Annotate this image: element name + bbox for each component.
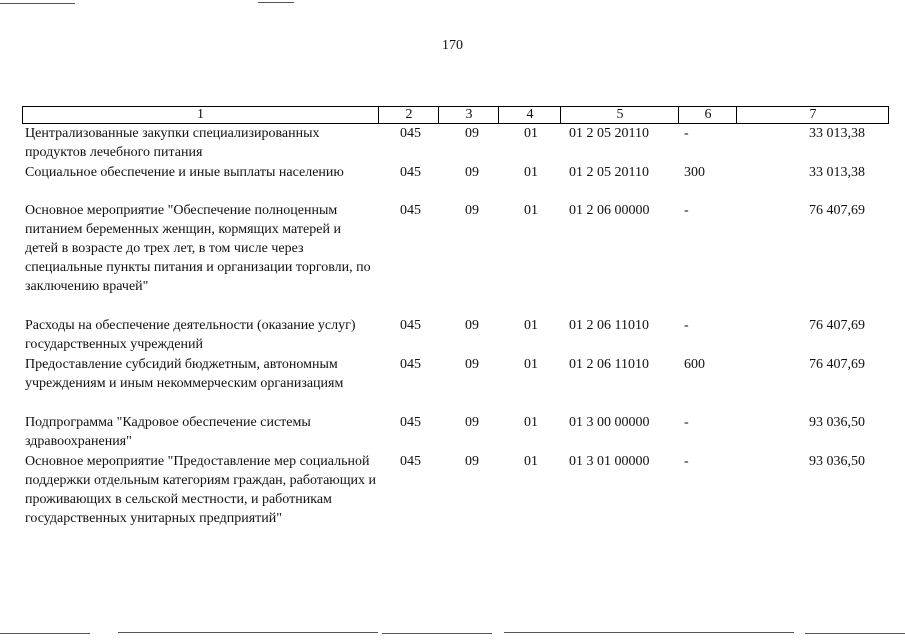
row-vr: - — [684, 203, 689, 218]
row-ved: 045 — [400, 203, 421, 218]
row-name: Предоставление субсидий бюджетным, автономным учреждениям и иным некоммерческим организациям — [25, 357, 344, 391]
row-name: Социальное обеспечение и иные выплаты населению — [25, 165, 344, 180]
scan-artifact-bottom-2 — [118, 632, 378, 633]
row-csr: 01 2 05 20110 — [569, 165, 649, 180]
row-ved: 045 — [400, 454, 421, 469]
row-csr: 01 2 06 00000 — [569, 203, 650, 218]
row-pr: 01 — [524, 357, 538, 372]
row-rz: 09 — [465, 165, 479, 180]
row-vr: - — [684, 318, 689, 333]
row-csr: 01 2 06 11010 — [569, 357, 649, 372]
row-rz: 09 — [465, 357, 479, 372]
row-sum: 76 407,69 — [809, 203, 865, 218]
header-col-3: 3 — [438, 107, 499, 123]
row-pr: 01 — [524, 454, 538, 469]
scan-artifact-top-left — [0, 3, 75, 4]
row-pr: 01 — [524, 126, 538, 141]
row-pr: 01 — [524, 165, 538, 180]
scan-artifact-bottom-3 — [382, 633, 492, 634]
row-name: Основное мероприятие "Предоставление мер социальной поддержки отдельным категориям граждан, работающих и проживающих в сельской местности, и работникам государственных унитарных предприятий" — [25, 454, 377, 526]
row-pr: 01 — [524, 318, 538, 333]
scan-artifact-bottom-5 — [805, 633, 905, 634]
header-col-6: 6 — [678, 107, 737, 123]
row-vr: - — [684, 126, 689, 141]
row-ved: 045 — [400, 126, 421, 141]
row-rz: 09 — [465, 454, 479, 469]
row-rz: 09 — [465, 318, 479, 333]
row-pr: 01 — [524, 203, 538, 218]
page-number: 170 — [442, 38, 463, 53]
row-vr: - — [684, 454, 689, 469]
row-name: Расходы на обеспечение деятельности (оказание услуг) государственных учреждений — [25, 318, 356, 352]
header-col-1: 1 — [197, 107, 204, 122]
row-ved: 045 — [400, 165, 421, 180]
scan-artifact-top-mid — [258, 2, 294, 3]
header-col-5: 5 — [560, 107, 679, 123]
row-name: Централизованные закупки специализированных продуктов лечебного питания — [25, 126, 320, 160]
row-rz: 09 — [465, 126, 479, 141]
table-header — [22, 106, 889, 124]
row-name: Основное мероприятие "Обеспечение полноценным питанием беременных женщин, кормящих матерей и детей в возрасте до трех лет, в том числе через специальные пункты питания и организации торговли, по заключению врачей" — [25, 203, 371, 294]
row-sum: 76 407,69 — [809, 357, 865, 372]
row-csr: 01 2 06 11010 — [569, 318, 649, 333]
header-col-2: 2 — [378, 107, 439, 123]
header-col-7: 7 — [736, 107, 889, 123]
row-sum: 93 036,50 — [809, 454, 865, 469]
row-sum: 33 013,38 — [809, 126, 865, 141]
row-csr: 01 2 05 20110 — [569, 126, 649, 141]
row-rz: 09 — [465, 203, 479, 218]
row-vr: 300 — [684, 165, 705, 180]
scan-artifact-bottom-1 — [0, 633, 90, 634]
row-rz: 09 — [465, 415, 479, 430]
row-vr: 600 — [684, 357, 705, 372]
row-name: Подпрограмма "Кадровое обеспечение системы здравоохранения" — [25, 415, 311, 449]
row-sum: 93 036,50 — [809, 415, 865, 430]
row-ved: 045 — [400, 357, 421, 372]
row-csr: 01 3 00 00000 — [569, 415, 650, 430]
header-col-4: 4 — [498, 107, 561, 123]
row-csr: 01 3 01 00000 — [569, 454, 650, 469]
row-pr: 01 — [524, 415, 538, 430]
row-ved: 045 — [400, 415, 421, 430]
row-sum: 33 013,38 — [809, 165, 865, 180]
row-sum: 76 407,69 — [809, 318, 865, 333]
row-vr: - — [684, 415, 689, 430]
scan-artifact-bottom-4 — [504, 632, 794, 633]
row-ved: 045 — [400, 318, 421, 333]
